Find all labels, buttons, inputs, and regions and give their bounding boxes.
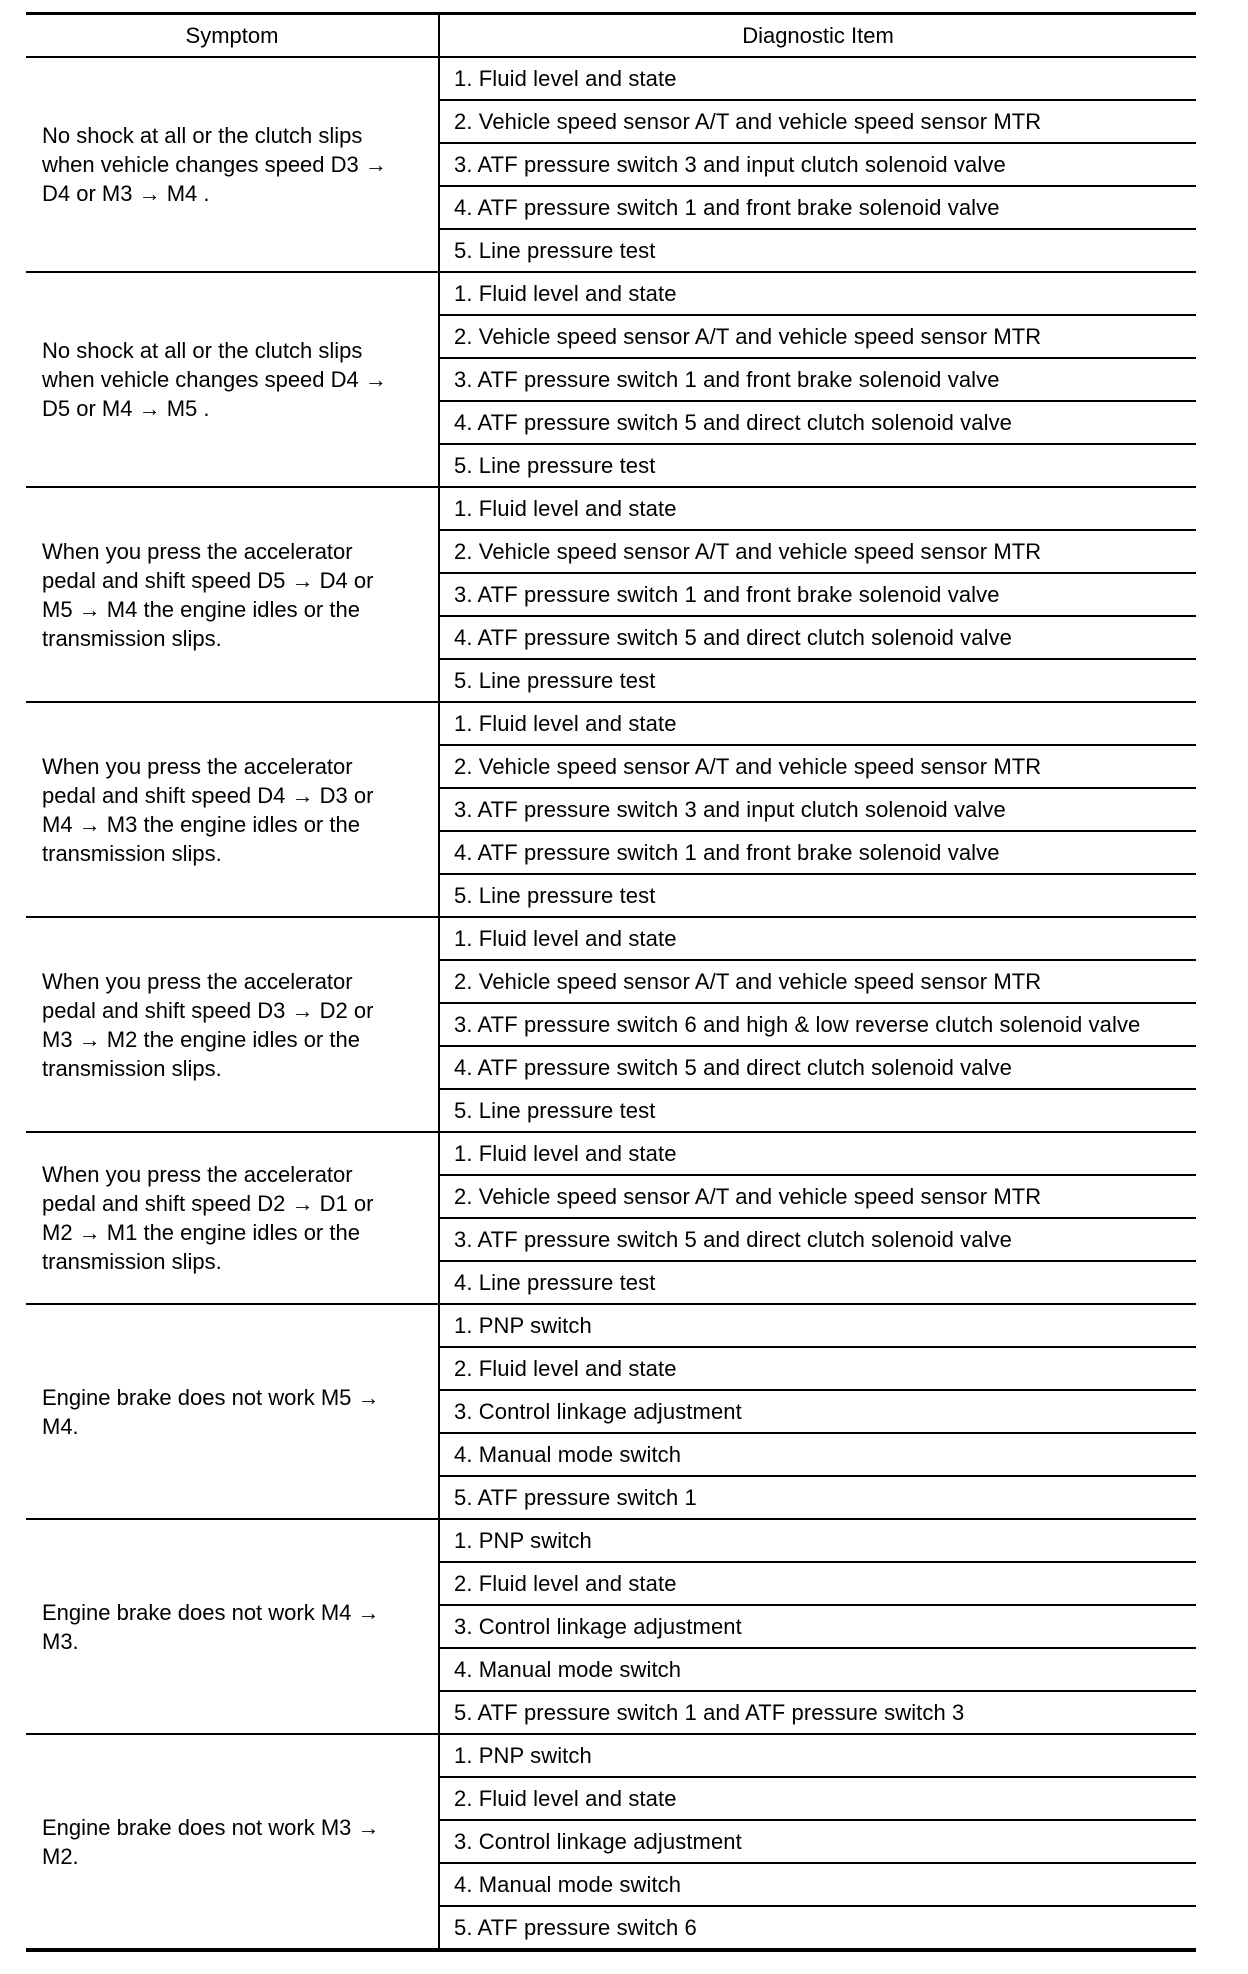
- diagnostic-item-cell: 4. ATF pressure switch 5 and direct clutch solenoid valve: [439, 401, 1196, 444]
- diagnostic-item-cell: 1. PNP switch: [439, 1304, 1196, 1347]
- diagnostic-item-cell: 5. Line pressure test: [439, 1089, 1196, 1132]
- diagnostic-item-cell: 3. ATF pressure switch 3 and input clutch solenoid valve: [439, 143, 1196, 186]
- diagnostic-item-cell: 5. Line pressure test: [439, 659, 1196, 702]
- table-row: [26, 1519, 1196, 1562]
- diagnostic-item-cell: 1. PNP switch: [439, 1519, 1196, 1562]
- diagnostic-item-cell: 4. Line pressure test: [439, 1261, 1196, 1304]
- symptom-cell: When you press the accelerator pedal and shift speed D4 → D3 or M4 → M3 the engine idles or the transmission slips.: [26, 702, 439, 917]
- table-row: [26, 272, 1196, 315]
- diagnostic-item-cell: 2. Vehicle speed sensor A/T and vehicle speed sensor MTR: [439, 960, 1196, 1003]
- symptom-cell: Engine brake does not work M5 → M4.: [26, 1304, 439, 1519]
- header-row: [26, 14, 1196, 58]
- table-row: [26, 917, 1196, 960]
- diagnostic-item-cell: 3. Control linkage adjustment: [439, 1820, 1196, 1863]
- table-row: [26, 702, 1196, 745]
- diagnostic-item-cell: 4. ATF pressure switch 5 and direct clutch solenoid valve: [439, 1046, 1196, 1089]
- table-body: [26, 57, 1196, 1950]
- symptom-cell: When you press the accelerator pedal and shift speed D2 → D1 or M2 → M1 the engine idles or the transmission slips.: [26, 1132, 439, 1304]
- diagnostic-item-cell: 1. Fluid level and state: [439, 57, 1196, 100]
- diagnostic-item-cell: 2. Fluid level and state: [439, 1347, 1196, 1390]
- symptom-cell: Engine brake does not work M3 → M2.: [26, 1734, 439, 1950]
- symptom-cell: No shock at all or the clutch slips when vehicle changes speed D4 → D5 or M4 → M5 .: [26, 272, 439, 487]
- diagnostic-item-cell: 3. ATF pressure switch 1 and front brake solenoid valve: [439, 573, 1196, 616]
- symptom-cell: Engine brake does not work M4 → M3.: [26, 1519, 439, 1734]
- diagnostic-item-cell: 3. ATF pressure switch 6 and high & low reverse clutch solenoid valve: [439, 1003, 1196, 1046]
- symptom-header: Symptom: [26, 14, 439, 58]
- diagnostic-item-cell: 4. ATF pressure switch 1 and front brake solenoid valve: [439, 186, 1196, 229]
- diagnostic-item-cell: 4. ATF pressure switch 5 and direct clutch solenoid valve: [439, 616, 1196, 659]
- diagnostic-item-cell: 1. Fluid level and state: [439, 702, 1196, 745]
- diagnostic-item-cell: 2. Vehicle speed sensor A/T and vehicle speed sensor MTR: [439, 745, 1196, 788]
- diagnostic-item-cell: 5. ATF pressure switch 6: [439, 1906, 1196, 1950]
- symptom-cell: No shock at all or the clutch slips when vehicle changes speed D3 → D4 or M3 → M4 .: [26, 57, 439, 272]
- diagnostic-item-cell: 1. Fluid level and state: [439, 1132, 1196, 1175]
- table-row: [26, 1304, 1196, 1347]
- diagnostic-item-cell: 2. Fluid level and state: [439, 1562, 1196, 1605]
- table-row: [26, 57, 1196, 100]
- diagnostic-item-cell: 4. Manual mode switch: [439, 1433, 1196, 1476]
- diagnostic-item-cell: 2. Vehicle speed sensor A/T and vehicle speed sensor MTR: [439, 100, 1196, 143]
- diagnostic-item-cell: 3. Control linkage adjustment: [439, 1605, 1196, 1648]
- diagnostic-item-cell: 2. Fluid level and state: [439, 1777, 1196, 1820]
- diagnostic-item-cell: 3. ATF pressure switch 5 and direct clutch solenoid valve: [439, 1218, 1196, 1261]
- diagnostic-item-cell: 4. Manual mode switch: [439, 1648, 1196, 1691]
- diagnostic-item-cell: 3. Control linkage adjustment: [439, 1390, 1196, 1433]
- diagnostic-item-cell: 1. Fluid level and state: [439, 917, 1196, 960]
- diagnostic-item-cell: 5. Line pressure test: [439, 229, 1196, 272]
- diagnostic-item-cell: 1. PNP switch: [439, 1734, 1196, 1777]
- diagnostic-item-cell: 5. ATF pressure switch 1: [439, 1476, 1196, 1519]
- diagnostic-item-cell: 5. Line pressure test: [439, 444, 1196, 487]
- diagnostic-item-cell: 1. Fluid level and state: [439, 272, 1196, 315]
- symptom-cell: When you press the accelerator pedal and shift speed D5 → D4 or M5 → M4 the engine idles or the transmission slips.: [26, 487, 439, 702]
- diagnostic-item-cell: 3. ATF pressure switch 1 and front brake solenoid valve: [439, 358, 1196, 401]
- diagnostic-item-cell: 2. Vehicle speed sensor A/T and vehicle speed sensor MTR: [439, 1175, 1196, 1218]
- diagnostic-item-cell: 5. Line pressure test: [439, 874, 1196, 917]
- diagnostic-item-cell: 2. Vehicle speed sensor A/T and vehicle speed sensor MTR: [439, 315, 1196, 358]
- diagnostic-item-header: Diagnostic Item: [439, 14, 1196, 58]
- diagnostic-item-cell: 5. ATF pressure switch 1 and ATF pressure switch 3: [439, 1691, 1196, 1734]
- table-row: [26, 1734, 1196, 1777]
- diagnostic-item-cell: 4. ATF pressure switch 1 and front brake solenoid valve: [439, 831, 1196, 874]
- diagnostic-item-cell: 2. Vehicle speed sensor A/T and vehicle speed sensor MTR: [439, 530, 1196, 573]
- table-row: [26, 487, 1196, 530]
- diagnostic-item-cell: 4. Manual mode switch: [439, 1863, 1196, 1906]
- diagnostic-item-cell: 3. ATF pressure switch 3 and input clutch solenoid valve: [439, 788, 1196, 831]
- diagnostic-table: [26, 12, 1196, 1952]
- diagnostic-item-cell: 1. Fluid level and state: [439, 487, 1196, 530]
- table-row: [26, 1132, 1196, 1175]
- symptom-cell: When you press the accelerator pedal and shift speed D3 → D2 or M3 → M2 the engine idles or the transmission slips.: [26, 917, 439, 1132]
